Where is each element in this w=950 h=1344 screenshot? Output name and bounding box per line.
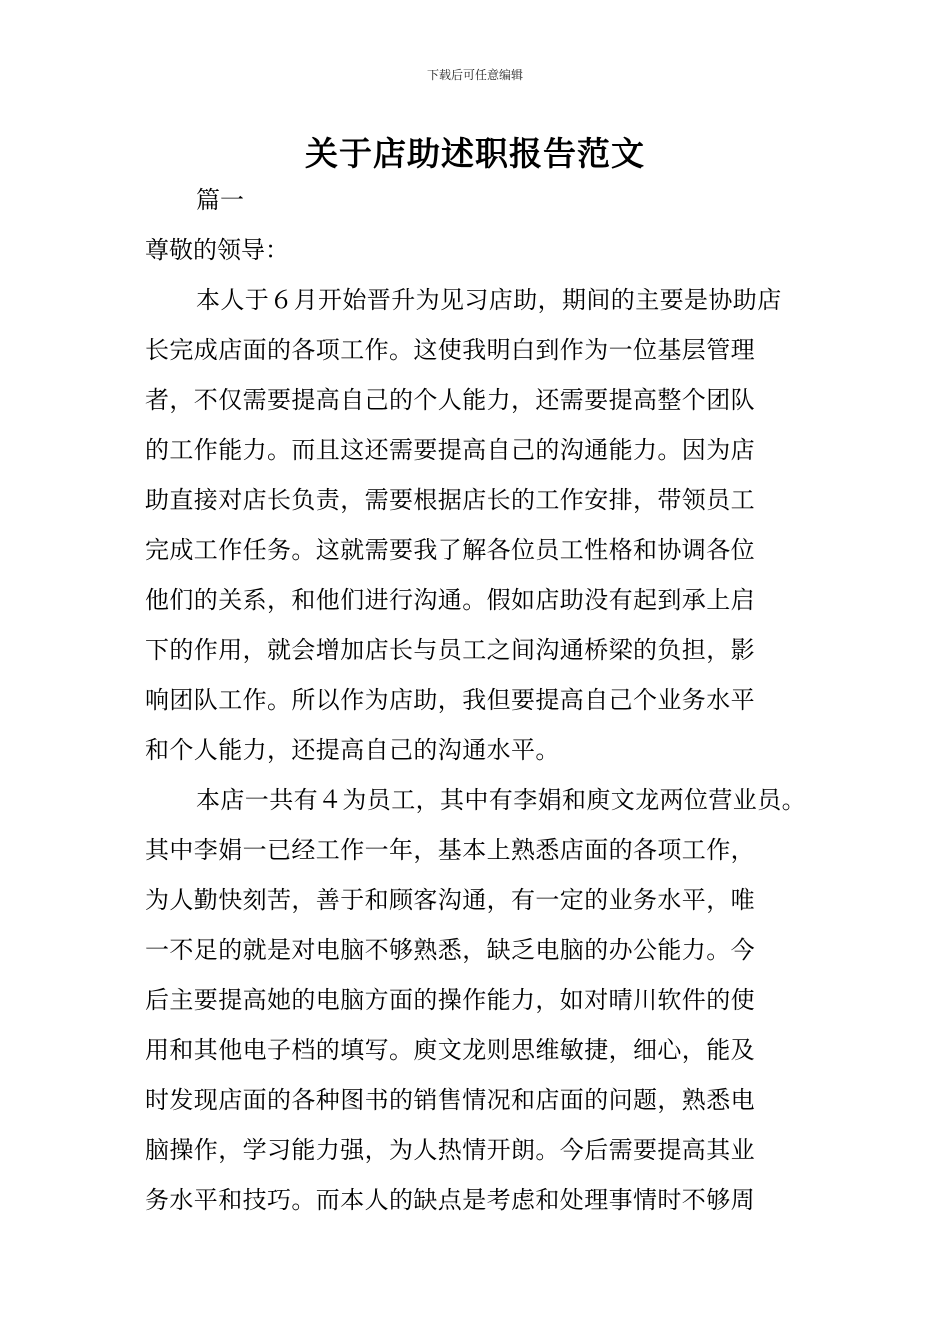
paragraph-line: 本店一共有４为员工，其中有李娟和庾文龙两位营业员。 (196, 786, 806, 814)
salutation: 尊敬的领导： (145, 236, 289, 264)
paragraph-line: 完成工作任务。这就需要我了解各位员工性格和协调各位 (145, 536, 755, 564)
paragraph-line: 时发现店面的各种图书的销售情况和店面的问题，熟悉电 (145, 1086, 755, 1114)
paragraph-line: 务水平和技巧。而本人的缺点是考虑和处理事情时不够周 (145, 1186, 755, 1214)
paragraph-line: 后主要提高她的电脑方面的操作能力，如对晴川软件的使 (145, 986, 755, 1014)
paragraph-line: 其中李娟一已经工作一年，基本上熟悉店面的各项工作， (145, 836, 755, 864)
document-title: 关于店助述职报告范文 (305, 134, 645, 173)
paragraph-line: 的工作能力。而且这还需要提高自己的沟通能力。因为店 (145, 436, 755, 464)
paragraph-line: 下的作用，就会增加店长与员工之间沟通桥梁的负担，影 (145, 636, 755, 664)
paragraph-line: 脑操作，学习能力强，为人热情开朗。今后需要提高其业 (145, 1136, 755, 1164)
paragraph-line: 者，不仅需要提高自己的个人能力，还需要提高整个团队 (145, 386, 755, 414)
paragraph-line: 助直接对店长负责，需要根据店长的工作安排，带领员工 (145, 486, 755, 514)
paragraph-line: 为人勤快刻苦，善于和顾客沟通，有一定的业务水平，唯 (145, 886, 755, 914)
paragraph-line: 和个人能力，还提高自己的沟通水平。 (145, 736, 560, 764)
paragraph-line: 长完成店面的各项工作。这使我明白到作为一位基层管理 (145, 336, 755, 364)
paragraph-line: 他们的关系，和他们进行沟通。假如店助没有起到承上启 (145, 586, 755, 614)
paragraph-line: 本人于６月开始晋升为见习店助，期间的主要是协助店 (196, 286, 782, 314)
section-label: 篇一 (196, 186, 244, 214)
paragraph-line: 用和其他电子档的填写。庾文龙则思维敏捷，细心，能及 (145, 1036, 755, 1064)
paragraph-line: 响团队工作。所以作为店助，我但要提高自己个业务水平 (145, 686, 755, 714)
download-note: 下载后可任意编辑 (426, 68, 523, 82)
paragraph-line: 一不足的就是对电脑不够熟悉，缺乏电脑的办公能力。今 (145, 936, 755, 964)
